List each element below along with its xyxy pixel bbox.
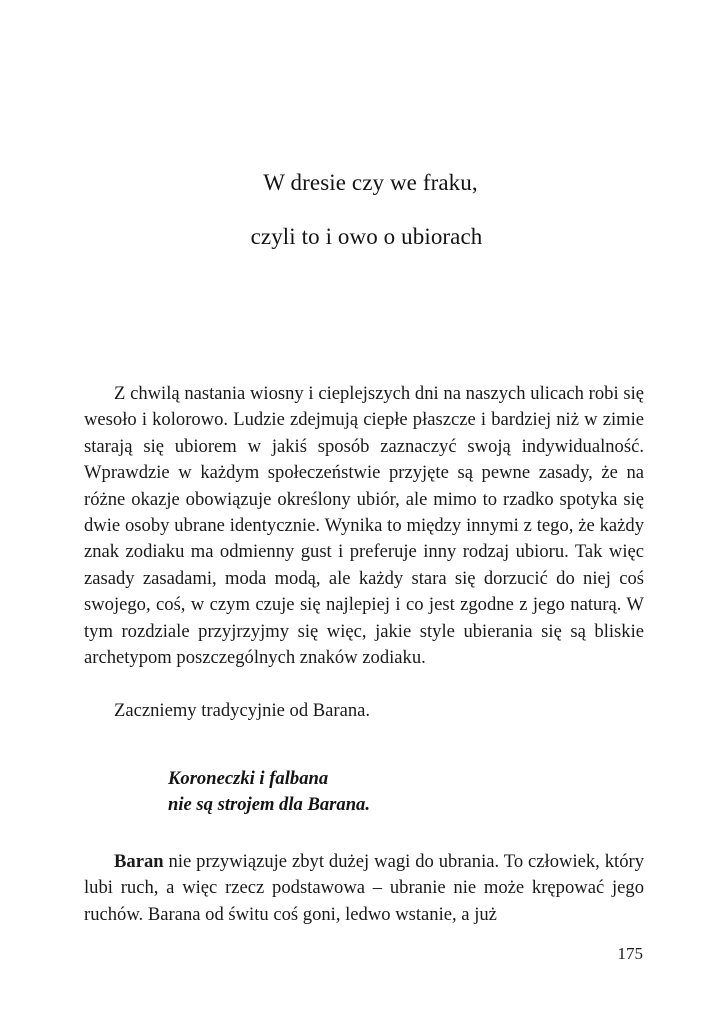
start-paragraph: Zaczniemy tradycyjnie od Barana.	[114, 700, 371, 721]
page-number: 175	[617, 944, 643, 963]
baran-section-block	[84, 849, 644, 928]
baran-paragraph	[84, 849, 644, 928]
intro-paragraph: Z chwilą nastania wiosny i cieplejszych dni na naszych ulicach robi się wesoło i kolorowo. Ludzie zdejmują ciepłe płaszcze i bardziej niż w zimie starają się ubiorem w jakiś sposób zaznaczyć swoją indywidualność. Wprawdzie w każdym społeczeństwie przyjęte są pewne zasady, że na różne okazje obowiązuje określony ubiór, ale mimo to rzadko spotyka się dwie osoby ubrane identycznie. Wynika to między innymi z tego, że każdy znak zodiaku ma odmienny gust i preferuje inny rodzaj ubioru. Tak więc zasady zasadami, moda modą, ale każdy stara się dorzucić do niej coś swojego, coś, w czym czuje się najlepiej i co jest zgodne z jego naturą. W tym rozdziale przyjrzyjmy się więc, jakie style ubierania się są bliskie archetypom poszczególnych znaków zodiaku.	[84, 383, 644, 669]
chapter-title-line-2: czyli to i owo o ubiorach	[250, 224, 483, 249]
baran-lead-word: Baran	[114, 851, 164, 872]
chapter-title-line-1: W dresie czy we fraku,	[263, 170, 478, 195]
start-paragraph-block	[84, 698, 644, 724]
motto-line-2: nie są strojem dla Barana.	[168, 794, 370, 815]
motto-line-1: Koroneczki i falbana	[168, 768, 329, 789]
intro-paragraph-block	[84, 381, 644, 671]
baran-paragraph-text: nie przywiązuje zbyt dużej wagi do ubrania. To człowiek, który lubi ruch, a więc rzecz podstawowa – ubranie nie może krępować jego ruchów. Barana od świtu coś goni, ledwo wstanie, a już	[84, 851, 644, 925]
